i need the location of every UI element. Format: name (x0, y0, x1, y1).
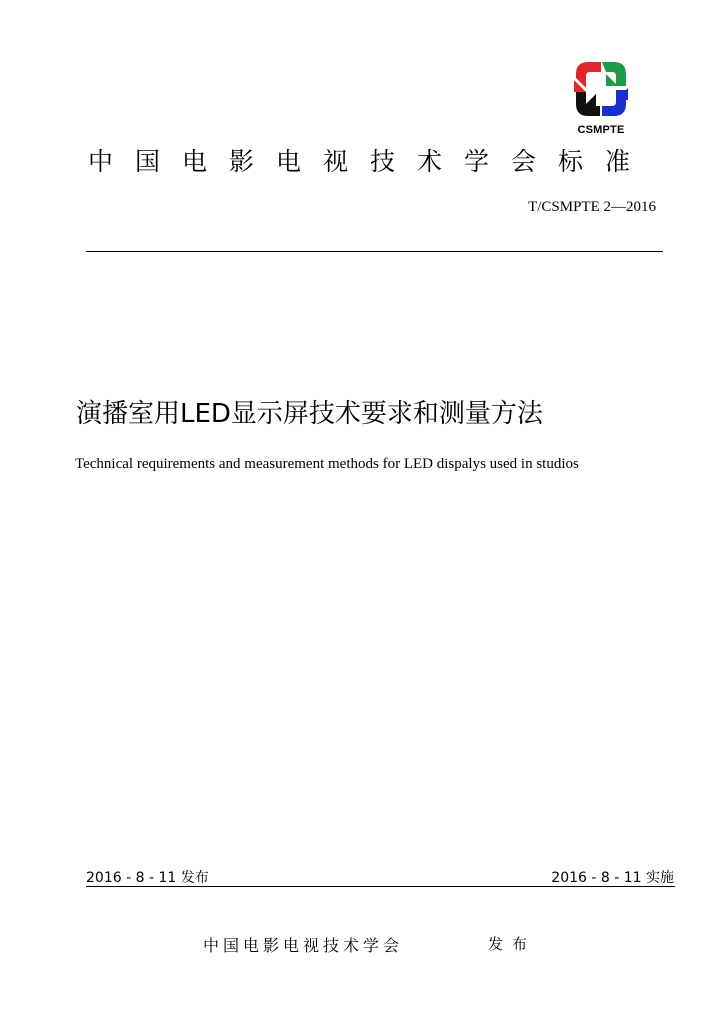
document-title-english: Technical requirements and measurement methods for LED dispalys used in studios (75, 456, 579, 472)
standard-category-title: 中国电影电视技术学会标准 (88, 147, 653, 176)
publisher-name: 中国电影电视技术学会 (203, 936, 404, 955)
publish-label: 发布 (488, 935, 537, 953)
standard-code: T/CSMPTE 2—2016 (528, 199, 656, 215)
document-title: 演播室用LED显示屏技术要求和测量方法 (76, 399, 543, 429)
effective-date: 2016 - 8 - 11 实施 (551, 870, 674, 886)
bottom-divider (86, 886, 675, 887)
csmpte-logo (566, 58, 642, 140)
top-divider (86, 251, 663, 252)
logo-wordmark: CSMPTE (577, 124, 625, 136)
csmpte-logo-icon (566, 58, 636, 124)
issue-date: 2016 - 8 - 11 发布 (86, 870, 209, 886)
